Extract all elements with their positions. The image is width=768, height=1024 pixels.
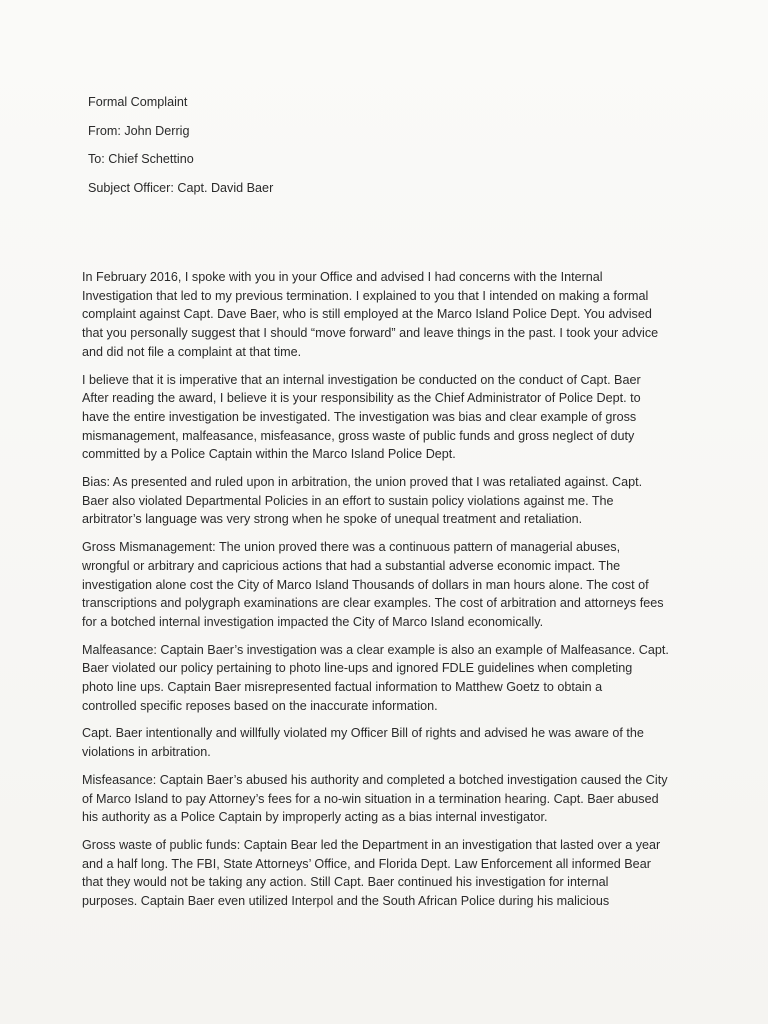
paragraph-line: his authority as a Police Captain by improperly acting as a bias internal investigator.	[82, 810, 548, 825]
paragraph-line: Malfeasance: Captain Baer’s investigation was a clear example is also an example of Malfeasance. Capt.	[82, 642, 669, 657]
body-paragraph	[82, 771, 682, 827]
paragraph-line: arbitrator’s language was very strong when he spoke of unequal treatment and retaliation.	[82, 512, 583, 527]
paragraph-line: for a botched internal investigation impacted the City of Marco Island economically.	[82, 614, 544, 629]
from-line: From: John Derrig	[88, 123, 190, 138]
paragraph-line: committed by a Police Captain within the Marco Island Police Dept.	[82, 447, 456, 462]
paragraph-line: In February 2016, I spoke with you in your Office and advised I had concerns with the Internal	[82, 270, 603, 284]
paragraph-line: Misfeasance: Captain Baer’s abused his authority and completed a botched investigation caused the City	[82, 772, 668, 787]
subject-line: Subject Officer: Capt. David Baer	[88, 180, 274, 195]
paragraph-line: complaint against Capt. Dave Baer, who is still employed at the Marco Island Police Dept. You advised	[82, 307, 652, 322]
paragraph-line: Bias: As presented and ruled upon in arbitration, the union proved that I was retaliated against. Capt.	[82, 475, 643, 490]
paragraph-line: mismanagement, malfeasance, misfeasance, gross waste of public funds and gross neglect of duty	[82, 428, 635, 443]
paragraph-line: Investigation that led to my previous termination. I explained to you that I intended on making a formal	[82, 288, 649, 303]
paragraph-line: Gross waste of public funds: Captain Bear led the Department in an investigation that lasted over a year	[82, 837, 661, 852]
paragraph-line: Baer violated our policy pertaining to photo line-ups and ignored FDLE guidelines when completing	[82, 661, 633, 676]
letter-body	[82, 268, 682, 920]
body-paragraph	[82, 836, 682, 911]
paragraph-line: investigation alone cost the City of Marco Island Thousands of dollars in man hours alone. The cost of	[82, 577, 649, 592]
paragraph-line: wrongful or arbitrary and capricious actions that had a substantial adverse economic impact. The	[82, 558, 621, 573]
paragraph-line: photo line ups. Captain Baer misrepresented factual information to Matthew Goetz to obtain a	[82, 680, 603, 695]
to-line: To: Chief Schettino	[88, 152, 194, 167]
body-paragraph	[82, 371, 682, 465]
paragraph-line: of Marco Island to pay Attorney’s fees for a no-win situation in a termination hearing. Capt. Baer abused	[82, 791, 659, 806]
paragraph-line: After reading the award, I believe it is your responsibility as the Chief Administrator of Police Dept. to	[82, 391, 641, 406]
paragraph-line: that they would not be taking any action. Still Capt. Baer continued his investigation for internal	[82, 875, 609, 890]
paragraph-line: controlled specific reposes based on the inaccurate information.	[82, 698, 438, 713]
paragraph-line: transcriptions and polygraph examinations are clear examples. The cost of arbitration and attorneys fees	[82, 596, 664, 611]
paragraph-line: and a half long. The FBI, State Attorneys’ Office, and Florida Dept. Law Enforcement all informed Bear	[82, 856, 651, 871]
paragraph-line: Capt. Baer intentionally and willfully violated my Officer Bill of rights and advised he was aware of the	[82, 726, 644, 741]
body-paragraph	[82, 724, 682, 761]
paragraph-line: violations in arbitration.	[82, 745, 211, 760]
document-title: Formal Complaint	[88, 95, 188, 109]
body-paragraph	[82, 641, 682, 716]
paragraph-line: Gross Mismanagement: The union proved there was a continuous pattern of managerial abuses,	[82, 540, 621, 555]
body-paragraph	[82, 473, 682, 529]
paragraph-line: that you personally suggest that I should “move forward” and leave things in the past. I took your advice	[82, 326, 659, 341]
body-paragraph	[82, 538, 682, 632]
letter-header	[88, 93, 273, 207]
paragraph-line: I believe that it is imperative that an internal investigation be conducted on the conduct of Capt. Baer	[82, 372, 641, 387]
body-paragraph	[82, 268, 682, 362]
paragraph-line: purposes. Captain Baer even utilized Interpol and the South African Police during his malicious	[82, 894, 610, 909]
paragraph-line: and did not file a complaint at that time.	[82, 344, 302, 359]
paragraph-line: have the entire investigation be investigated. The investigation was bias and clear example of gross	[82, 409, 637, 424]
paragraph-line: Baer also violated Departmental Policies in an effort to sustain policy violations against me. The	[82, 493, 614, 508]
